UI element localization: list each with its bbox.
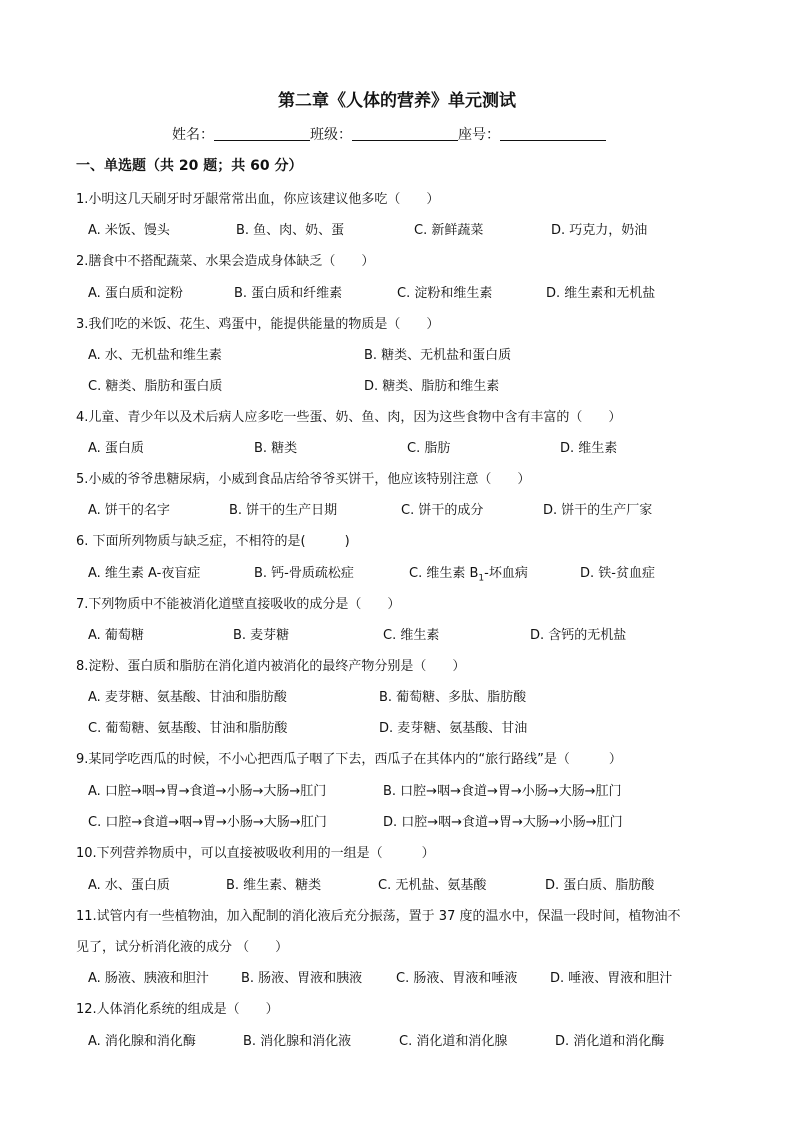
option-a: A. 水、无机盐和维生素	[88, 348, 222, 363]
question-stem: 3.我们吃的米饭、花生、鸡蛋中，能提供能量的物质是（ ）	[76, 317, 440, 332]
question-stem: 5.小威的爷爷患糖尿病，小威到食品店给爷爷买饼干，他应该特别注意（ ）	[76, 472, 531, 487]
name-blank	[214, 126, 310, 141]
option-d: D. 口腔→咽→食道→胃→大肠→小肠→肛门	[383, 815, 623, 830]
option-c: C. 脂肪	[407, 441, 451, 456]
option-b: B. 口腔→咽→食道→胃→小肠→大肠→肛门	[383, 784, 622, 799]
class-blank	[352, 126, 458, 141]
option-c: C. 维生素	[383, 628, 440, 643]
option-b: B. 维生素、糖类	[226, 878, 322, 893]
option-c-subscript: 1	[478, 573, 485, 584]
option-d: D. 维生素	[560, 441, 618, 456]
option-b: B. 饼干的生产日期	[229, 503, 338, 518]
seat-label: 座号：	[458, 127, 500, 143]
option-a: A. 肠液、胰液和胆汁	[88, 971, 209, 986]
option-b: B. 鱼、肉、奶、蛋	[236, 223, 345, 238]
option-c: C. 淀粉和维生素	[397, 286, 493, 301]
option-c: C. 无机盐、氨基酸	[378, 878, 487, 893]
option-a: A. 水、蛋白质	[88, 878, 170, 893]
option-b: B. 蛋白质和纤维素	[234, 286, 343, 301]
option-a: A. 麦芽糖、氨基酸、甘油和脂肪酸	[88, 690, 287, 705]
option-c: C. 肠液、胃液和唾液	[396, 971, 518, 986]
option-d: D. 消化道和消化酶	[555, 1034, 665, 1049]
question-stem: 1.小明这几天刷牙时牙龈常常出血，你应该建议他多吃（ ）	[76, 192, 440, 207]
option-a: A. 葡萄糖	[88, 628, 144, 643]
option-c-text: C. 维生素 B	[409, 566, 479, 581]
option-b: B. 糖类、无机盐和蛋白质	[364, 348, 512, 363]
option-d: D. 铁-贫血症	[580, 566, 655, 581]
class-label: 班级：	[310, 127, 352, 143]
option-c: C. 新鲜蔬菜	[414, 223, 484, 238]
option-d: D. 蛋白质、脂肪酸	[545, 878, 655, 893]
option-d: D. 饼干的生产厂家	[543, 503, 653, 518]
option-c: C. 口腔→食道→咽→胃→小肠→大肠→肛门	[88, 815, 327, 830]
question-stem: 6. 下面所列物质与缺乏症，不相符的是( )	[76, 534, 350, 549]
question-stem: 9.某同学吃西瓜的时候，不小心把西瓜子咽了下去，西瓜子在其体内的“旅行路线”是（ ）	[76, 752, 622, 767]
option-a: A. 蛋白质	[88, 441, 144, 456]
option-d: D. 含钙的无机盐	[530, 628, 627, 643]
option-d: D. 唾液、胃液和胆汁	[550, 971, 673, 986]
question-stem-continued: 见了，试分析消化液的成分 （ ）	[76, 940, 289, 955]
question-stem: 4.儿童、青少年以及术后病人应多吃一些蛋、奶、鱼、肉，因为这些食物中含有丰富的（ ）	[76, 410, 622, 425]
option-b: B. 消化腺和消化液	[243, 1034, 352, 1049]
option-b: B. 麦芽糖	[233, 628, 290, 643]
option-c: C. 消化道和消化腺	[399, 1034, 508, 1049]
option-a: A. 维生素 A-夜盲症	[88, 566, 201, 581]
option-d: D. 巧克力，奶油	[551, 223, 648, 238]
question-stem: 10.下列营养物质中，可以直接被吸收利用的一组是（ ）	[76, 846, 435, 861]
question-stem: 7.下列物质中不能被消化道壁直接吸收的成分是（ ）	[76, 597, 401, 612]
option-c: C. 葡萄糖、氨基酸、甘油和脂肪酸	[88, 721, 288, 736]
question-stem: 2.膳食中不搭配蔬菜、水果会造成身体缺乏（ ）	[76, 254, 375, 269]
option-c-tail: -坏血病	[484, 566, 528, 581]
section-heading: 一、单选题（共 20 题；共 60 分）	[76, 158, 303, 174]
option-b: B. 葡萄糖、多肽、脂肪酸	[379, 690, 527, 705]
question-stem: 11.试管内有一些植物油，加入配制的消化液后充分振荡，置于 37 度的温水中，保温一段时间，植物油不	[76, 909, 681, 924]
student-info-line	[172, 124, 606, 144]
seat-blank	[500, 126, 606, 141]
question-stem: 8.淀粉、蛋白质和脂肪在消化道内被消化的最终产物分别是（ ）	[76, 659, 466, 674]
question-stem: 12.人体消化系统的组成是（ ）	[76, 1002, 279, 1017]
option-c	[409, 562, 528, 584]
option-a: A. 米饭、馒头	[88, 223, 170, 238]
option-a: A. 口腔→咽→胃→食道→小肠→大肠→肛门	[88, 784, 327, 799]
option-b: B. 肠液、胃液和胰液	[241, 971, 363, 986]
option-b: B. 糖类	[254, 441, 298, 456]
option-d: D. 维生素和无机盐	[546, 286, 656, 301]
option-d: D. 麦芽糖、氨基酸、甘油	[379, 721, 528, 736]
option-a: A. 蛋白质和淀粉	[88, 286, 183, 301]
option-c: C. 饼干的成分	[401, 503, 484, 518]
option-d: D. 糖类、脂肪和维生素	[364, 379, 500, 394]
option-a: A. 饼干的名字	[88, 503, 170, 518]
option-b: B. 钙-骨质疏松症	[254, 566, 354, 581]
name-label: 姓名：	[172, 127, 214, 143]
page-title: 第二章《人体的营养》单元测试	[278, 91, 516, 111]
option-a: A. 消化腺和消化酶	[88, 1034, 196, 1049]
option-c: C. 糖类、脂肪和蛋白质	[88, 379, 223, 394]
